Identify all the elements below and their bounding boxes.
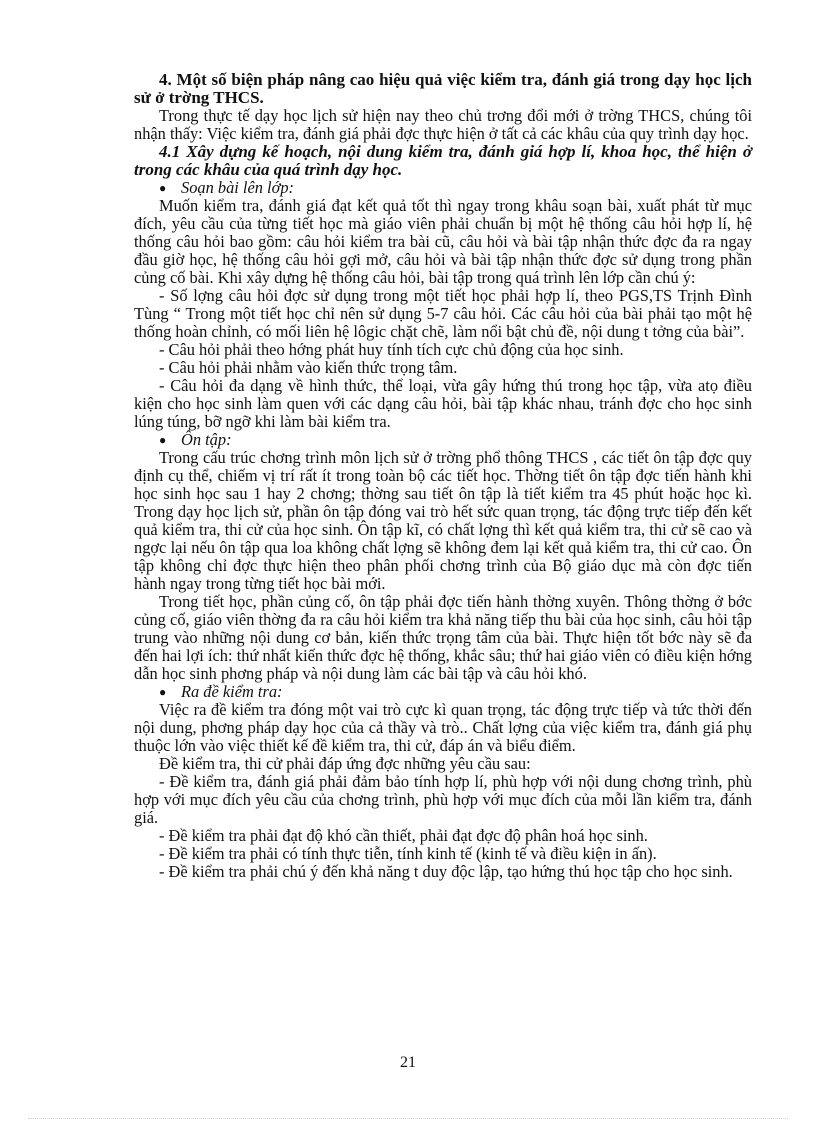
sub-heading: 4.1 Xây dựng kế hoạch, nội dung kiểm tra, đánh giá hợp lí, khoa học, thể hiện ở trong các khâu của quá trình dạy học. [134, 142, 752, 179]
page-bottom-divider [28, 1118, 788, 1119]
bullet-label: Soạn bài lên lớp: [181, 178, 294, 197]
paragraph-cung-co: Trong tiết học, phần củng cố, ôn tập phải đợc tiến hành thờng xuyên. Thông thờng ở bớc củng cố, giáo viên thờng đa ra câu hỏi kiểm tra khả năng tiếp thu bài của học sinh, câu hỏi tập trung vào những nội dung cơ bản, kiến thức trọng tâm của bài. Thực hiện tốt bớc này sẽ đa đến hai lợi ích: thứ nhất kiến thức đợc hệ thống, khắc sâu; thứ hai giáo viên có điều kiện hớng dẫn học sinh phơng pháp và nội dung làm các bài tập và câu hỏi khó. [134, 592, 752, 683]
list-item: - Đề kiểm tra phải chú ý đến khả năng t duy độc lập, tạo hứng thú học tập cho học sinh. [159, 862, 733, 881]
paragraph-on-tap: Trong cấu trúc chơng trình môn lịch sử ở trờng phổ thông THCS , các tiết ôn tập đợc quy định cụ thể, chiếm vị trí rất ít trong toàn bộ các tiết học. Thờng tiết ôn tập đợc tiến hành khi học sinh học sau 1 hay 2 chơng; thờng sau tiết ôn tập là tiết kiểm tra 45 phút hoặc học kì. Trong dạy học lịch sử, phần ôn tập đóng vai trò hết sức quan trọng, tác động trực tiếp đến kết quả kiểm tra, thi cử của học sinh. Ôn tập kĩ, có chất lợng thì kết quả kiểm tra, thi cử sẽ cao và ngợc lại nếu ôn tập qua loa không chất lợng sẽ không đem lại kết quả kiểm tra, thi cử cao. Ôn tập không chỉ đợc thực hiện theo phân phối chơng trình của Bộ giáo dục mà còn đợc tiến hành ngay trong từng tiết học bài mới. [134, 448, 752, 593]
bullet-ra-de [134, 683, 752, 701]
paragraph-soan-bai: Muốn kiểm tra, đánh giá đạt kết quả tốt thì ngay trong khâu soạn bài, xuất phát từ mục đích, yêu cầu của từng tiết học mà giáo viên phải chuẩn bị một hệ thống câu hỏi hợp lí, hệ thống câu hỏi bao gồm: câu hỏi kiểm tra bài cũ, câu hỏi và bài tập nhận thức đợc đa ra ngay đầu giờ học, hệ thống câu hỏi gợi mở, câu hỏi và bài tập nhận thức đợc sử dụng trong phần củng cố bài. Khi xây dựng hệ thống câu hỏi, bài tập trong quá trình lên lớp cần chú ý: [134, 196, 752, 287]
page-number: 21 [400, 1054, 416, 1071]
bullet-icon: ● [159, 685, 167, 699]
intro-paragraph: Trong thực tế dạy học lịch sử hiện nay theo chủ trơng đổi mới ở trờng THCS, chúng tôi nhận thấy: Việc kiểm tra, đánh giá phải đợc thực hiện ở tất cả các khâu của quy trình dạy học. [134, 106, 752, 143]
bullet-icon: ● [159, 181, 167, 195]
section-heading: 4. Một số biện pháp nâng cao hiệu quả việc kiểm tra, đánh giá trong dạy học lịch sử ở trờng THCS. [134, 70, 752, 107]
list-item: - Câu hỏi phải theo hớng phát huy tính tích cực chủ động của học sinh. [159, 340, 624, 359]
list-item: - Đề kiểm tra phải đạt độ khó cần thiết, phải đạt đợc độ phân hoá học sinh. [159, 826, 648, 845]
list-item: - Đề kiểm tra, đánh giá phải đảm bảo tính hợp lí, phù hợp với nội dung chơng trình, phù hợp với mục đích yêu cầu của chơng trình, phù hợp với mục đích của mỗi lần kiểm tra, đánh giá. [134, 772, 752, 827]
bullet-label: Ôn tập: [181, 430, 232, 449]
bullet-soan-bai [134, 179, 752, 197]
bullet-on-tap [134, 431, 752, 449]
list-item: - Câu hỏi phải nhằm vào kiến thức trọng tâm. [159, 358, 458, 377]
list-item: - Số lợng câu hỏi đợc sử dụng trong một tiết học phải hợp lí, theo PGS,TS Trịnh Đình Tùng “ Trong một tiết học chỉ nên sử dụng 5-7 câu hỏi. Các câu hỏi của bài phải tạo một hệ thống hoàn chỉnh, có mối liên hệ lôgic chặt chẽ, làm nổi bật chủ đề, nội dung t tởng của bài”. [134, 286, 752, 341]
list-item: - Câu hỏi đa dạng về hình thức, thể loại, vừa gây hứng thú trong học tập, vừa atọ điều kiện cho học sinh làm quen với các dạng câu hỏi, bài tập khác nhau, tránh đợc cho học sinh lúng túng, bỡ ngỡ khi làm bài kiểm tra. [134, 376, 752, 431]
paragraph-yeu-cau: Đề kiểm tra, thi cử phải đáp ứng đợc những yêu cầu sau: [159, 754, 531, 773]
bullet-icon: ● [159, 433, 167, 447]
list-item: - Đề kiểm tra phải có tính thực tiễn, tính kinh tế (kinh tế và điều kiện in ấn). [159, 844, 657, 863]
document-body [134, 71, 752, 881]
paragraph-ra-de: Việc ra đề kiểm tra đóng một vai trò cực kì quan trọng, tác động trực tiếp và tức thời đến nội dung, phơng pháp dạy học của cả thầy và trò.. Chất lợng của việc kiểm tra, đánh giá phụ thuộc lớn vào việc thiết kế đề kiểm tra, thi cử, đáp án và biểu điểm. [134, 700, 752, 755]
bullet-label: Ra đề kiểm tra: [181, 682, 283, 701]
